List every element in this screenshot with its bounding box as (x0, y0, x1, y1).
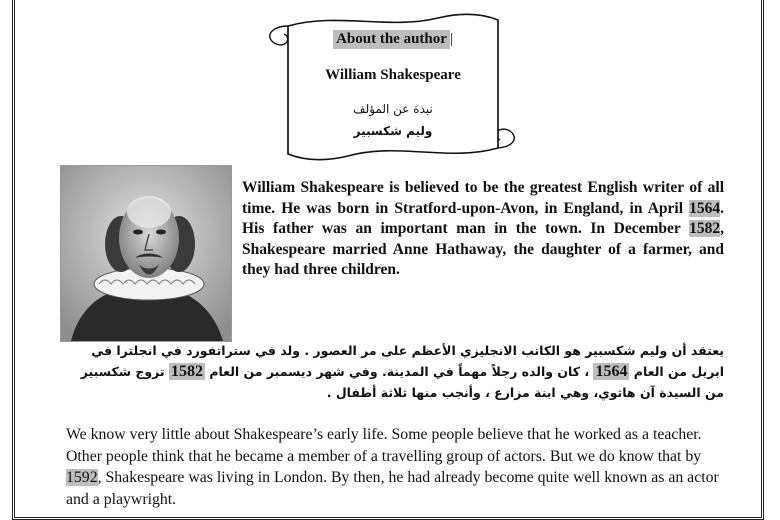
arabic-text: تزوج شكسبير من السيدة آن هاثوي، وهي ابنة مزارع ، وأنجب منها ثلاثة أطفال . (80, 364, 724, 400)
highlight-year-1564-arabic: 1564 (595, 363, 628, 380)
highlight-year-1582-arabic: 1582 (170, 363, 203, 380)
highlight-year-1582: 1582 (689, 220, 721, 237)
banner-arabic-name: وليم شكسبير (353, 124, 433, 138)
paragraph-2-text: , Shakespeare was living in London. By then, he had already become quite well known as an actor and a playwright. (66, 469, 719, 508)
shakespeare-portrait-image (60, 165, 232, 342)
banner-author-name: William Shakespeare (325, 67, 461, 83)
paragraph-2-text: We know very little about Shakespeare’s early life. Some people believe that he worked as a teacher. Other people think that he became a member of a travelling group of actors. But we do know that by (66, 426, 702, 465)
paragraph-1-text: . His father was an important man in the town. In December (242, 199, 724, 237)
banner-arabic-heading: نبذة عن المؤلف (353, 102, 433, 116)
paragraph-1-text: William Shakespeare is believed to be the greatest English writer of all time. He was born in Stratford-upon-Avon, in England, in April (242, 179, 724, 217)
english-paragraph-2 (66, 424, 730, 510)
text-cursor: | (449, 31, 453, 47)
highlight-year-1564: 1564 (689, 199, 721, 217)
paragraph-1-text: , Shakespeare married Anne Hathaway, the daughter of a farmer, and they had three children. (242, 220, 724, 278)
title-scroll-banner (258, 8, 526, 166)
arabic-text: ، كان والده رجلاً مهماً في المدينة. وفي شهر ديسمبر من العام (204, 364, 594, 379)
banner-heading: About the author (333, 30, 450, 49)
english-paragraph-1 (242, 178, 724, 281)
arabic-paragraph (62, 340, 724, 403)
arabic-text: يعتقد أن وليم شكسبير هو الكاتب الانجليزي الأعظم على مر العصور . ولد في ستراتفورد في انجلترا في ابريل من العام (91, 343, 724, 379)
highlight-year-1592: 1592 (66, 469, 98, 486)
